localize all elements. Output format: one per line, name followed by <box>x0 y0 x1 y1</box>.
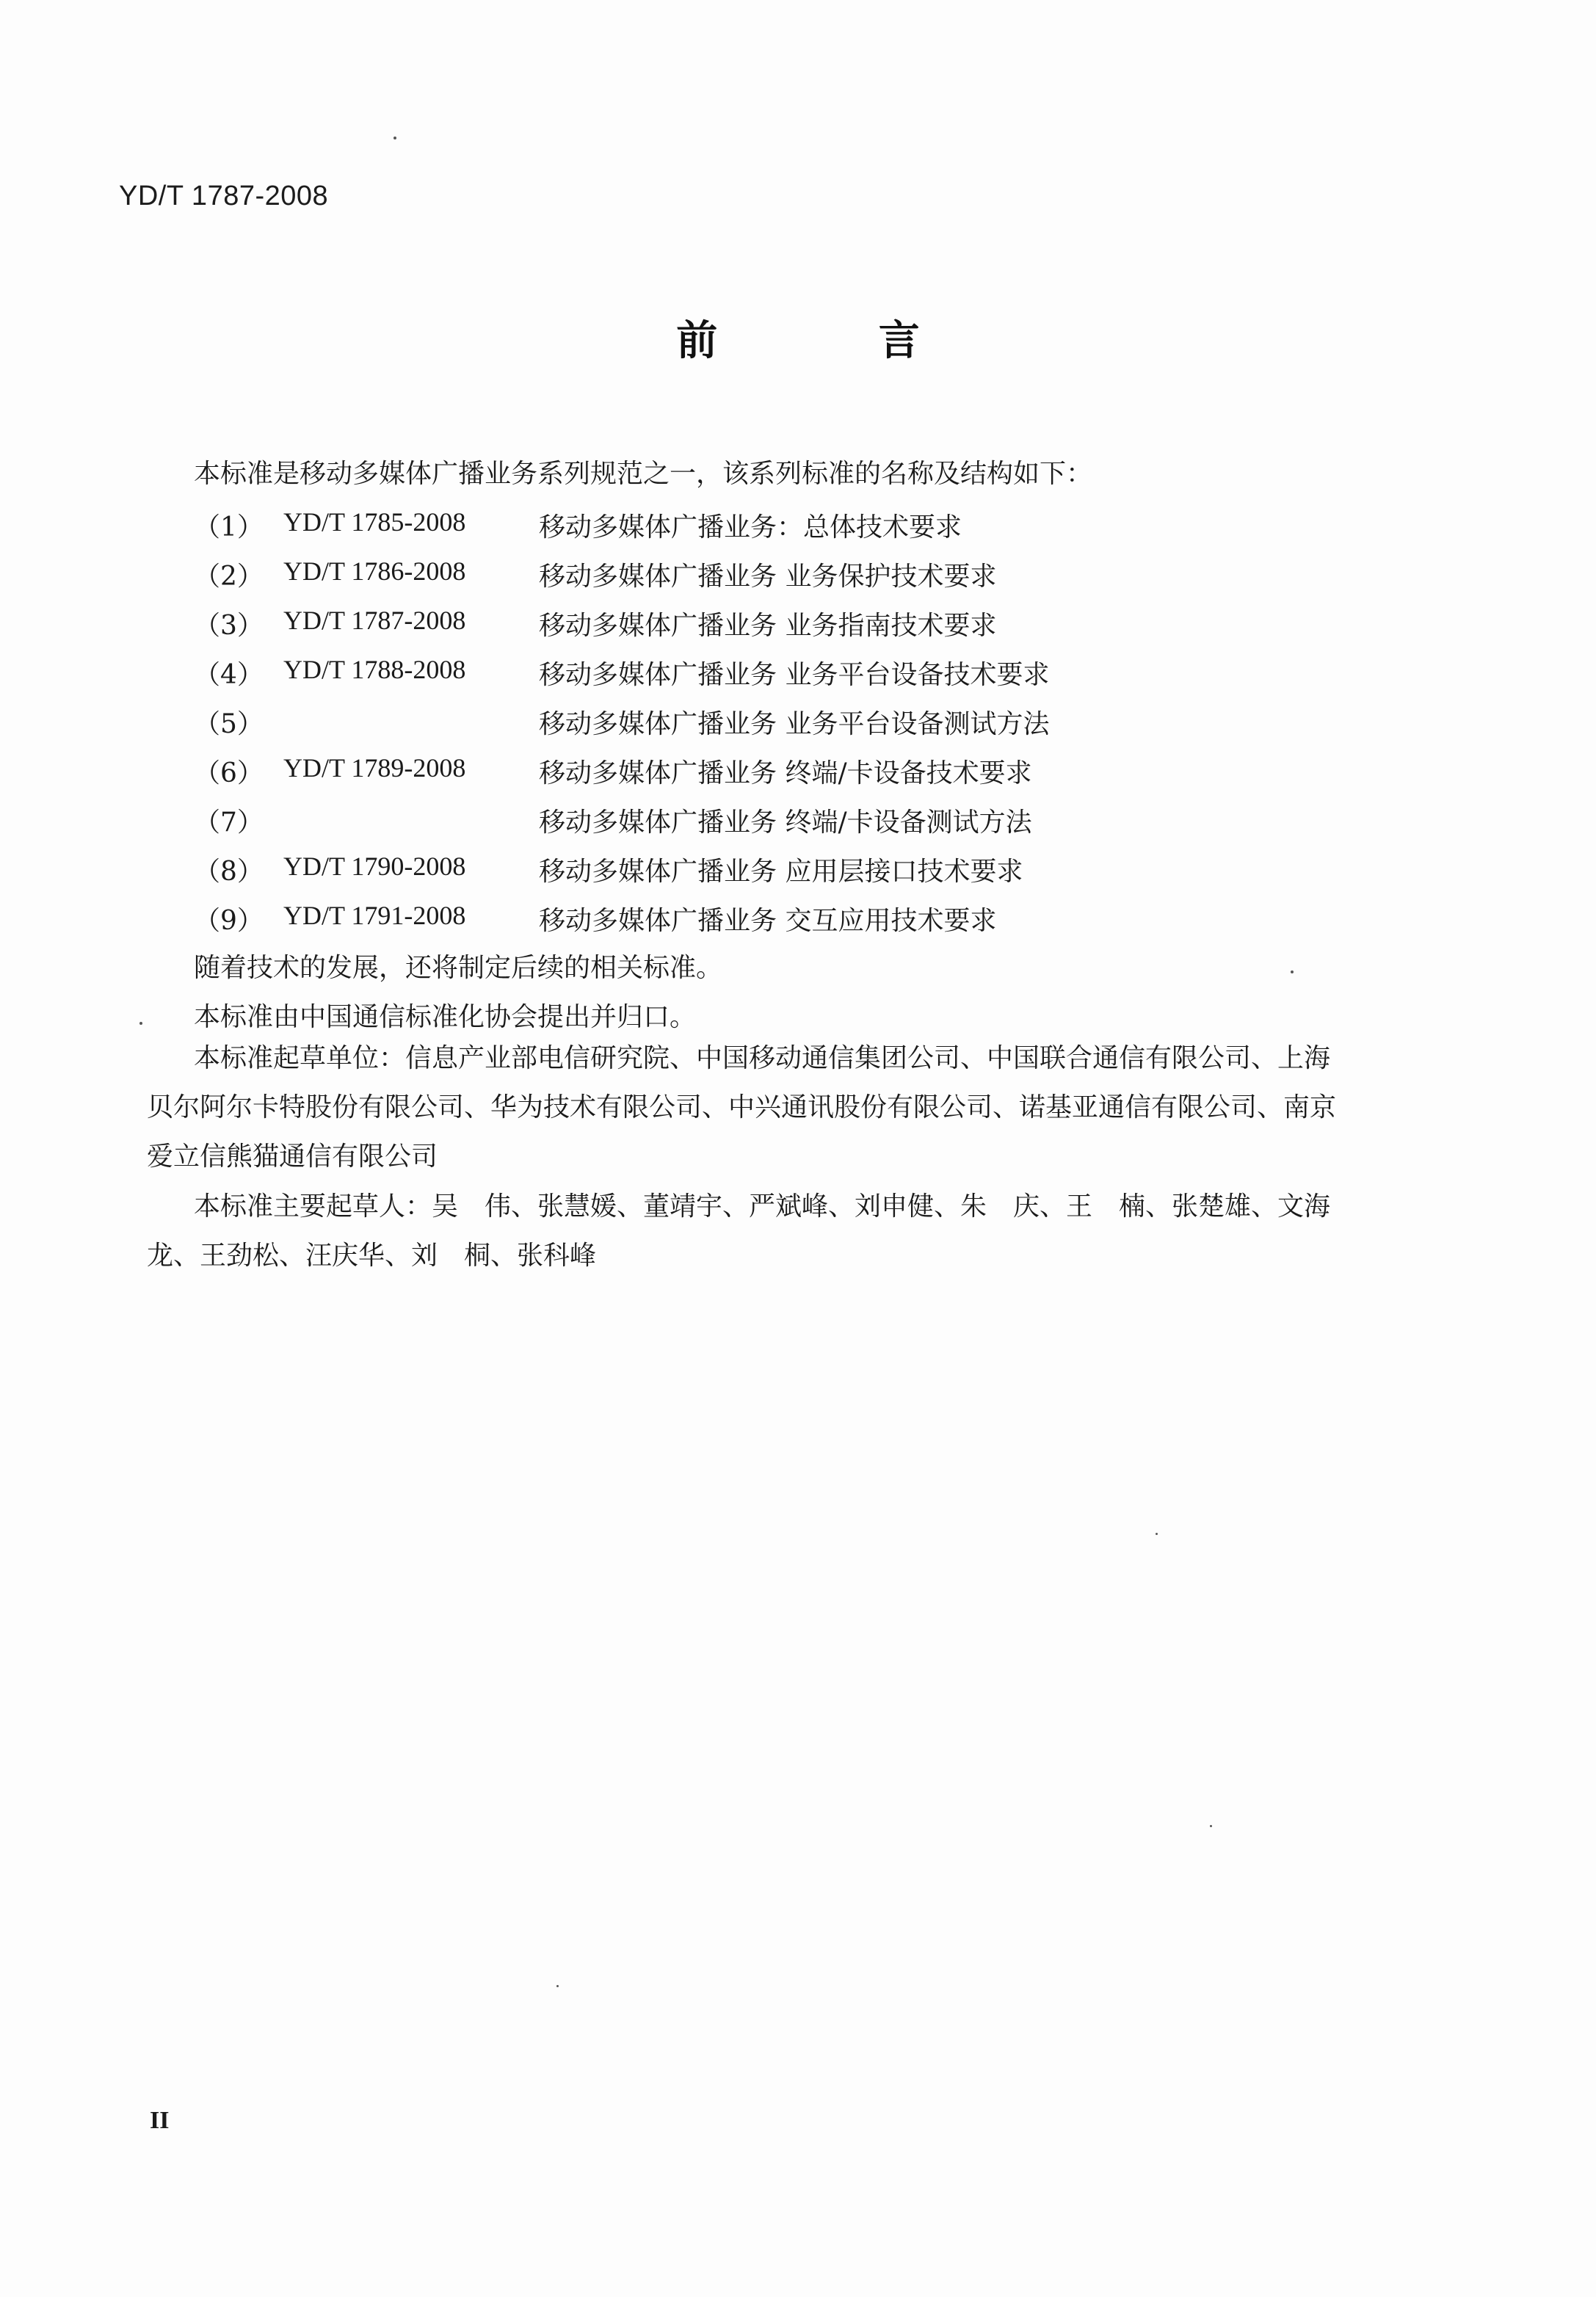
item-number: （8） <box>194 857 264 887</box>
item-name: 移动多媒体广播业务 业务平台设备测试方法 <box>539 709 1050 739</box>
scan-speck <box>139 1022 142 1025</box>
future-note-paragraph: 随着技术的发展，还将制定后续的相关标准。 <box>194 953 723 983</box>
drafting-units-line: 贝尔阿尔卡特股份有限公司、华为技术有限公司、中兴通讯股份有限公司、诺基亚通信有限公司、南京 <box>147 1092 1337 1122</box>
item-code: YD/T 1786-2008 <box>283 556 466 586</box>
item-name: 移动多媒体广播业务 业务指南技术要求 <box>539 611 997 641</box>
drafting-units-line: 本标准起草单位：信息产业部电信研究院、中国移动通信集团公司、中国联合通信有限公司、上海 <box>194 1043 1331 1073</box>
item-name: 移动多媒体广播业务 业务保护技术要求 <box>539 562 997 592</box>
scan-speck <box>556 1985 559 1987</box>
item-code: YD/T 1790-2008 <box>283 852 466 881</box>
item-code: YD/T 1791-2008 <box>283 901 466 930</box>
page-title: 前 言 <box>676 316 993 365</box>
item-name: 移动多媒体广播业务 应用层接口技术要求 <box>539 857 1023 887</box>
item-name: 移动多媒体广播业务：总体技术要求 <box>539 512 962 543</box>
item-code: YD/T 1787-2008 <box>283 606 466 635</box>
item-number: （2） <box>194 562 264 592</box>
item-number: （6） <box>194 758 264 788</box>
item-number: （5） <box>194 709 264 739</box>
item-number: （7） <box>194 808 264 838</box>
drafters-paragraph <box>147 1182 1446 1280</box>
drafters-line: 本标准主要起草人：吴 伟、张慧媛、董靖宇、严斌峰、刘申健、朱 庆、王 楠、张楚雄、文海 <box>194 1191 1331 1222</box>
item-number: （3） <box>194 611 264 641</box>
item-code: YD/T 1788-2008 <box>283 655 466 684</box>
intro-paragraph: 本标准是移动多媒体广播业务系列规范之一，该系列标准的名称及结构如下： <box>194 459 1093 489</box>
drafting-units-line: 爱立信熊猫通信有限公司 <box>147 1142 438 1172</box>
standard-code-header: YD/T 1787-2008 <box>119 181 329 211</box>
proposer-paragraph: 本标准由中国通信标准化协会提出并归口。 <box>194 1002 697 1032</box>
scan-speck <box>393 137 396 139</box>
page-number: II <box>150 2107 170 2134</box>
item-number: （4） <box>194 660 264 690</box>
item-name: 移动多媒体广播业务 业务平台设备技术要求 <box>539 660 1050 690</box>
item-code: YD/T 1785-2008 <box>283 507 466 537</box>
scan-speck <box>1291 970 1294 973</box>
scan-speck <box>1156 1533 1158 1535</box>
item-number: （1） <box>194 512 264 543</box>
item-number: （9） <box>194 906 264 936</box>
drafters-line: 龙、王劲松、汪庆华、刘 桐、张科峰 <box>147 1241 597 1271</box>
item-name: 移动多媒体广播业务 终端/卡设备技术要求 <box>539 758 1032 788</box>
item-code: YD/T 1789-2008 <box>283 753 466 783</box>
item-name: 移动多媒体广播业务 终端/卡设备测试方法 <box>539 808 1032 838</box>
scan-speck <box>1210 1825 1212 1827</box>
item-name: 移动多媒体广播业务 交互应用技术要求 <box>539 906 997 936</box>
drafting-units-paragraph <box>147 1034 1446 1181</box>
